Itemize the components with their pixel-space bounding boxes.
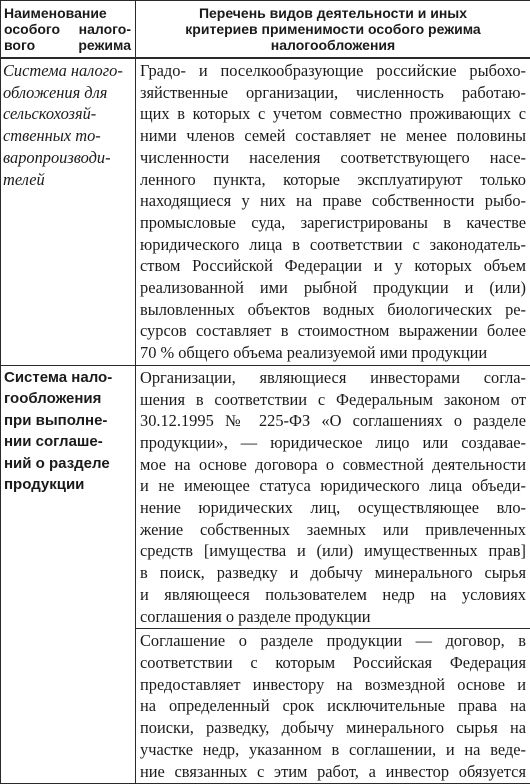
- table-row: [1, 365, 530, 628]
- table-row: [1, 58, 530, 365]
- header-row: [1, 1, 530, 59]
- regime-name-cell: Система нало- гообложения при выполне- нии соглаше- ний о разделе продукции: [1, 365, 136, 783]
- header-criteria: Перечень видов деятельности и иных критериев применимости особого режима налогообложения: [136, 1, 530, 59]
- criteria-cell: Градо- и поселкообразующие российские рыбохо- зяйственные организации, численность работаю- щих в которых с учетом совместно проживающих с ними членов семей составляет не менее половины численности населения соответствующего насе- ленного пункта, которые эксплуатируют только находящиеся у них на праве собственности рыбо- промысловые суда, зарегистрированы в качестве юридического лица в соответствии с законодатель- ством Российской Федерации и у которых объем реализованной ими рыбной продукции и (или) выловленных объектов водных биологических ре- сурсов составляет в стоимостном выражении более 70 % общего объема реализуемой ими продукции: [136, 58, 530, 365]
- regime-name-cell: Система налого- обложения для сельскохозяй- ственных то- варопроизводи- телей: [1, 58, 136, 365]
- criteria-cell: Соглашение о разделе продукции — договор, в соответствии с которым Российская Федерация предоставляет инвестору на возмездной основе и на определенный срок исключительные права на поиски, разведку, добычу минерального сырья на участке недр, указанном в соглашении, и на веде- ние связанных с этим работ, а инвестор обязуется: [136, 629, 530, 784]
- header-regime-name: Наименование особого налого- вого режима: [1, 1, 136, 59]
- criteria-cell: Организации, являющиеся инвесторами согла- шения в соответствии с Федеральным законом от 30.12.1995 № 225-ФЗ «О соглашениях о разделе продукции», — юридическое лицо или создавае- мое на основе договора о совместной деятельности и не имеющее статуса юридического лица объеди- нение юридических лиц, осуществляющее вло- жение собственных заемных или привлеченных средств [имущества и (или) имущественных прав] в поиск, разведку и добычу минерального сырья и являющееся пользователем недр на условиях соглашения о разделе продукции: [136, 365, 530, 628]
